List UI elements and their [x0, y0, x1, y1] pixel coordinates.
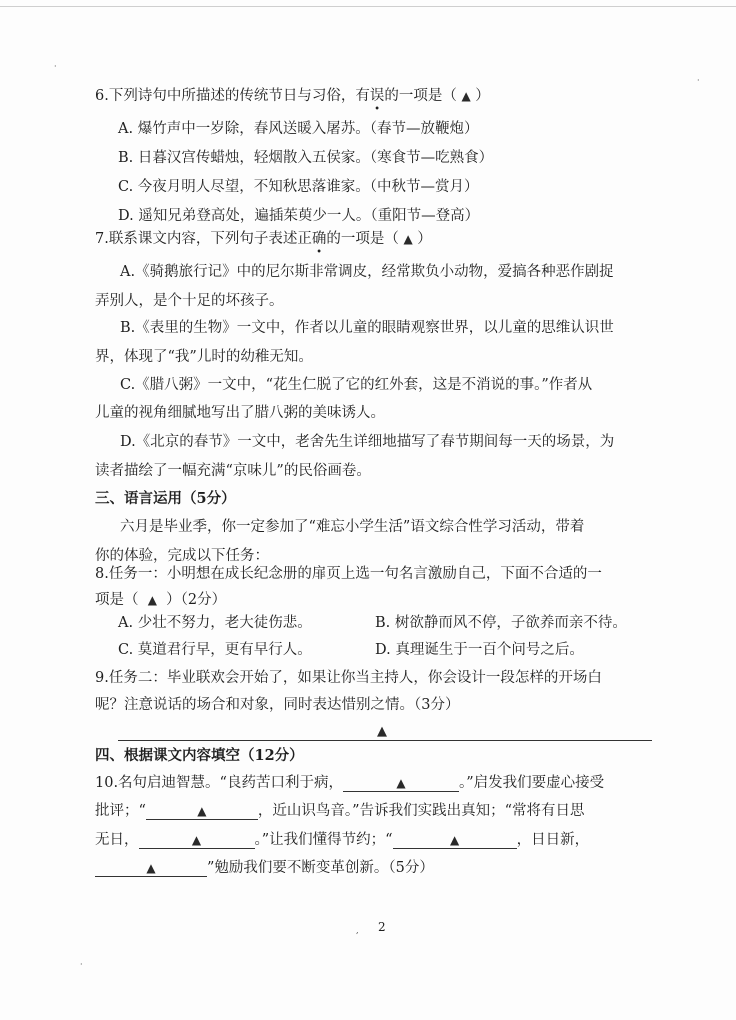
answer-marker-icon: ▲ [461, 89, 471, 103]
q7-option-d-line2: 读者描绘了一幅充满“京味儿”的民俗画卷。 [95, 463, 371, 479]
answer-marker-icon: ▲ [191, 833, 202, 847]
q7-option-b-line1: B.《表里的生物》一文中，作者以儿童的眼睛观察世界，以儿童的思维认识世 [120, 320, 614, 336]
q10-line2: 批评；“ ▲ ，近山识鸟音。”告诉我们实践出真知；“常将有日思 [95, 803, 585, 819]
section3-intro-line1: 六月是毕业季，你一定参加了“难忘小学生活”语文综合性学习活动，带着 [120, 519, 585, 535]
q8-option-b: B. 树欲静而风不停，子欲养而亲不待。 [375, 615, 627, 631]
q10-blank-4[interactable] [393, 830, 517, 849]
q9-stem-line2: 呢？注意说话的场合和对象，同时表达惜别之情。（3分） [95, 697, 460, 713]
page-number: 2 [378, 920, 386, 934]
q7-option-a-line1: A.《骑鹅旅行记》中的尼尔斯非常调皮，经常欺负小动物，爱搞各种恶作剧捉 [120, 264, 614, 280]
scan-top-line [0, 6, 736, 7]
q8-stem-line1: 8.任务一：小明想在成长纪念册的扉页上选一句名言激励自己，下面不合适的一 [95, 566, 602, 582]
q7-option-c-line2: 儿童的视角细腻地写出了腊八粥的美味诱人。 [95, 405, 385, 421]
q7-option-a-line2: 弄别人，是个十足的坏孩子。 [95, 293, 284, 309]
answer-marker-icon: ▲ [403, 232, 413, 246]
q10-blank-1[interactable] [343, 773, 459, 792]
q10-line4: ▲ ”勉励我们要不断变革创新。（5分） [95, 858, 434, 878]
q7-option-d-line1: D.《北京的春节》一文中，老舍先生详细地描写了春节期间每一天的场景，为 [120, 434, 615, 450]
q10-blank-5[interactable] [95, 858, 207, 877]
q6-option-d: D. 遥知兄弟登高处，遍插茱萸少一人。（重阳节—登高） [118, 208, 480, 224]
q8-option-d: D. 真理诞生于一百个问号之后。 [375, 642, 584, 658]
q10-line3: 无日， ▲ 。”让我们懂得节约；“ ▲ ，日日新， [95, 832, 590, 848]
q7-stem: 7.联系课文内容，下列句子表述正确 • 的一项是（ ▲ ） [95, 231, 432, 258]
answer-marker-icon: ▲ [396, 776, 406, 790]
scan-speck: · [697, 76, 700, 85]
q7-option-c-line1: C.《腊八粥》一文中，“花生仁脱了它的红外套，这是不消说的事。”作者从 [120, 377, 593, 393]
section4-heading: 四、根据课文内容填空（12分） [95, 747, 304, 764]
q9-answer-line[interactable] [118, 740, 652, 741]
q7-option-b-line2: 界，体现了“我”儿时的幼稚无知。 [95, 349, 313, 365]
q9-stem-line1: 9.任务二：毕业联欢会开始了，如果让你当主持人，你会设计一段怎样的开场白 [95, 670, 602, 686]
answer-marker-icon: ▲ [147, 593, 157, 607]
q6-option-b: B. 日暮汉宫传蜡烛，轻烟散入五侯家。（寒食节—吃熟食） [118, 150, 494, 166]
q6-option-c: C. 今夜月明人尽望，不知秋思落谁家。（中秋节—赏月） [118, 179, 479, 195]
answer-marker-icon: ▲ [449, 833, 460, 847]
scan-speck: · [54, 62, 57, 71]
answer-marker-icon: ▲ [146, 861, 156, 875]
q8-stem-line2: 项是（ ▲ ）（2分） [95, 592, 227, 608]
q10-blank-3[interactable] [139, 830, 255, 849]
section3-heading: 三、语言运用（5分） [95, 490, 236, 507]
scan-speck: · [80, 960, 83, 969]
section3-intro-line2: 你的体验，完成以下任务： [95, 548, 269, 564]
q6-stem: 6.下列诗句中所描述的传统节日与习俗，有误 • 的一项是（ ▲ ） [95, 88, 490, 115]
q10-blank-2[interactable] [146, 801, 258, 820]
q8-option-c: C. 莫道君行早，更有早行人。 [118, 642, 312, 658]
q6-option-a: A. 爆竹声中一岁除，春风送暖入屠苏。（春节—放鞭炮） [118, 121, 479, 137]
scan-speck: , [356, 926, 359, 935]
q10-line1: 10.名句启迪智慧。“良药苦口利于病， ▲ 。”启发我们要虚心接受 [95, 775, 605, 791]
answer-marker-icon: ▲ [377, 724, 387, 739]
q8-option-a: A. 少壮不努力，老大徒伤悲。 [118, 615, 312, 631]
answer-marker-icon: ▲ [197, 804, 207, 818]
